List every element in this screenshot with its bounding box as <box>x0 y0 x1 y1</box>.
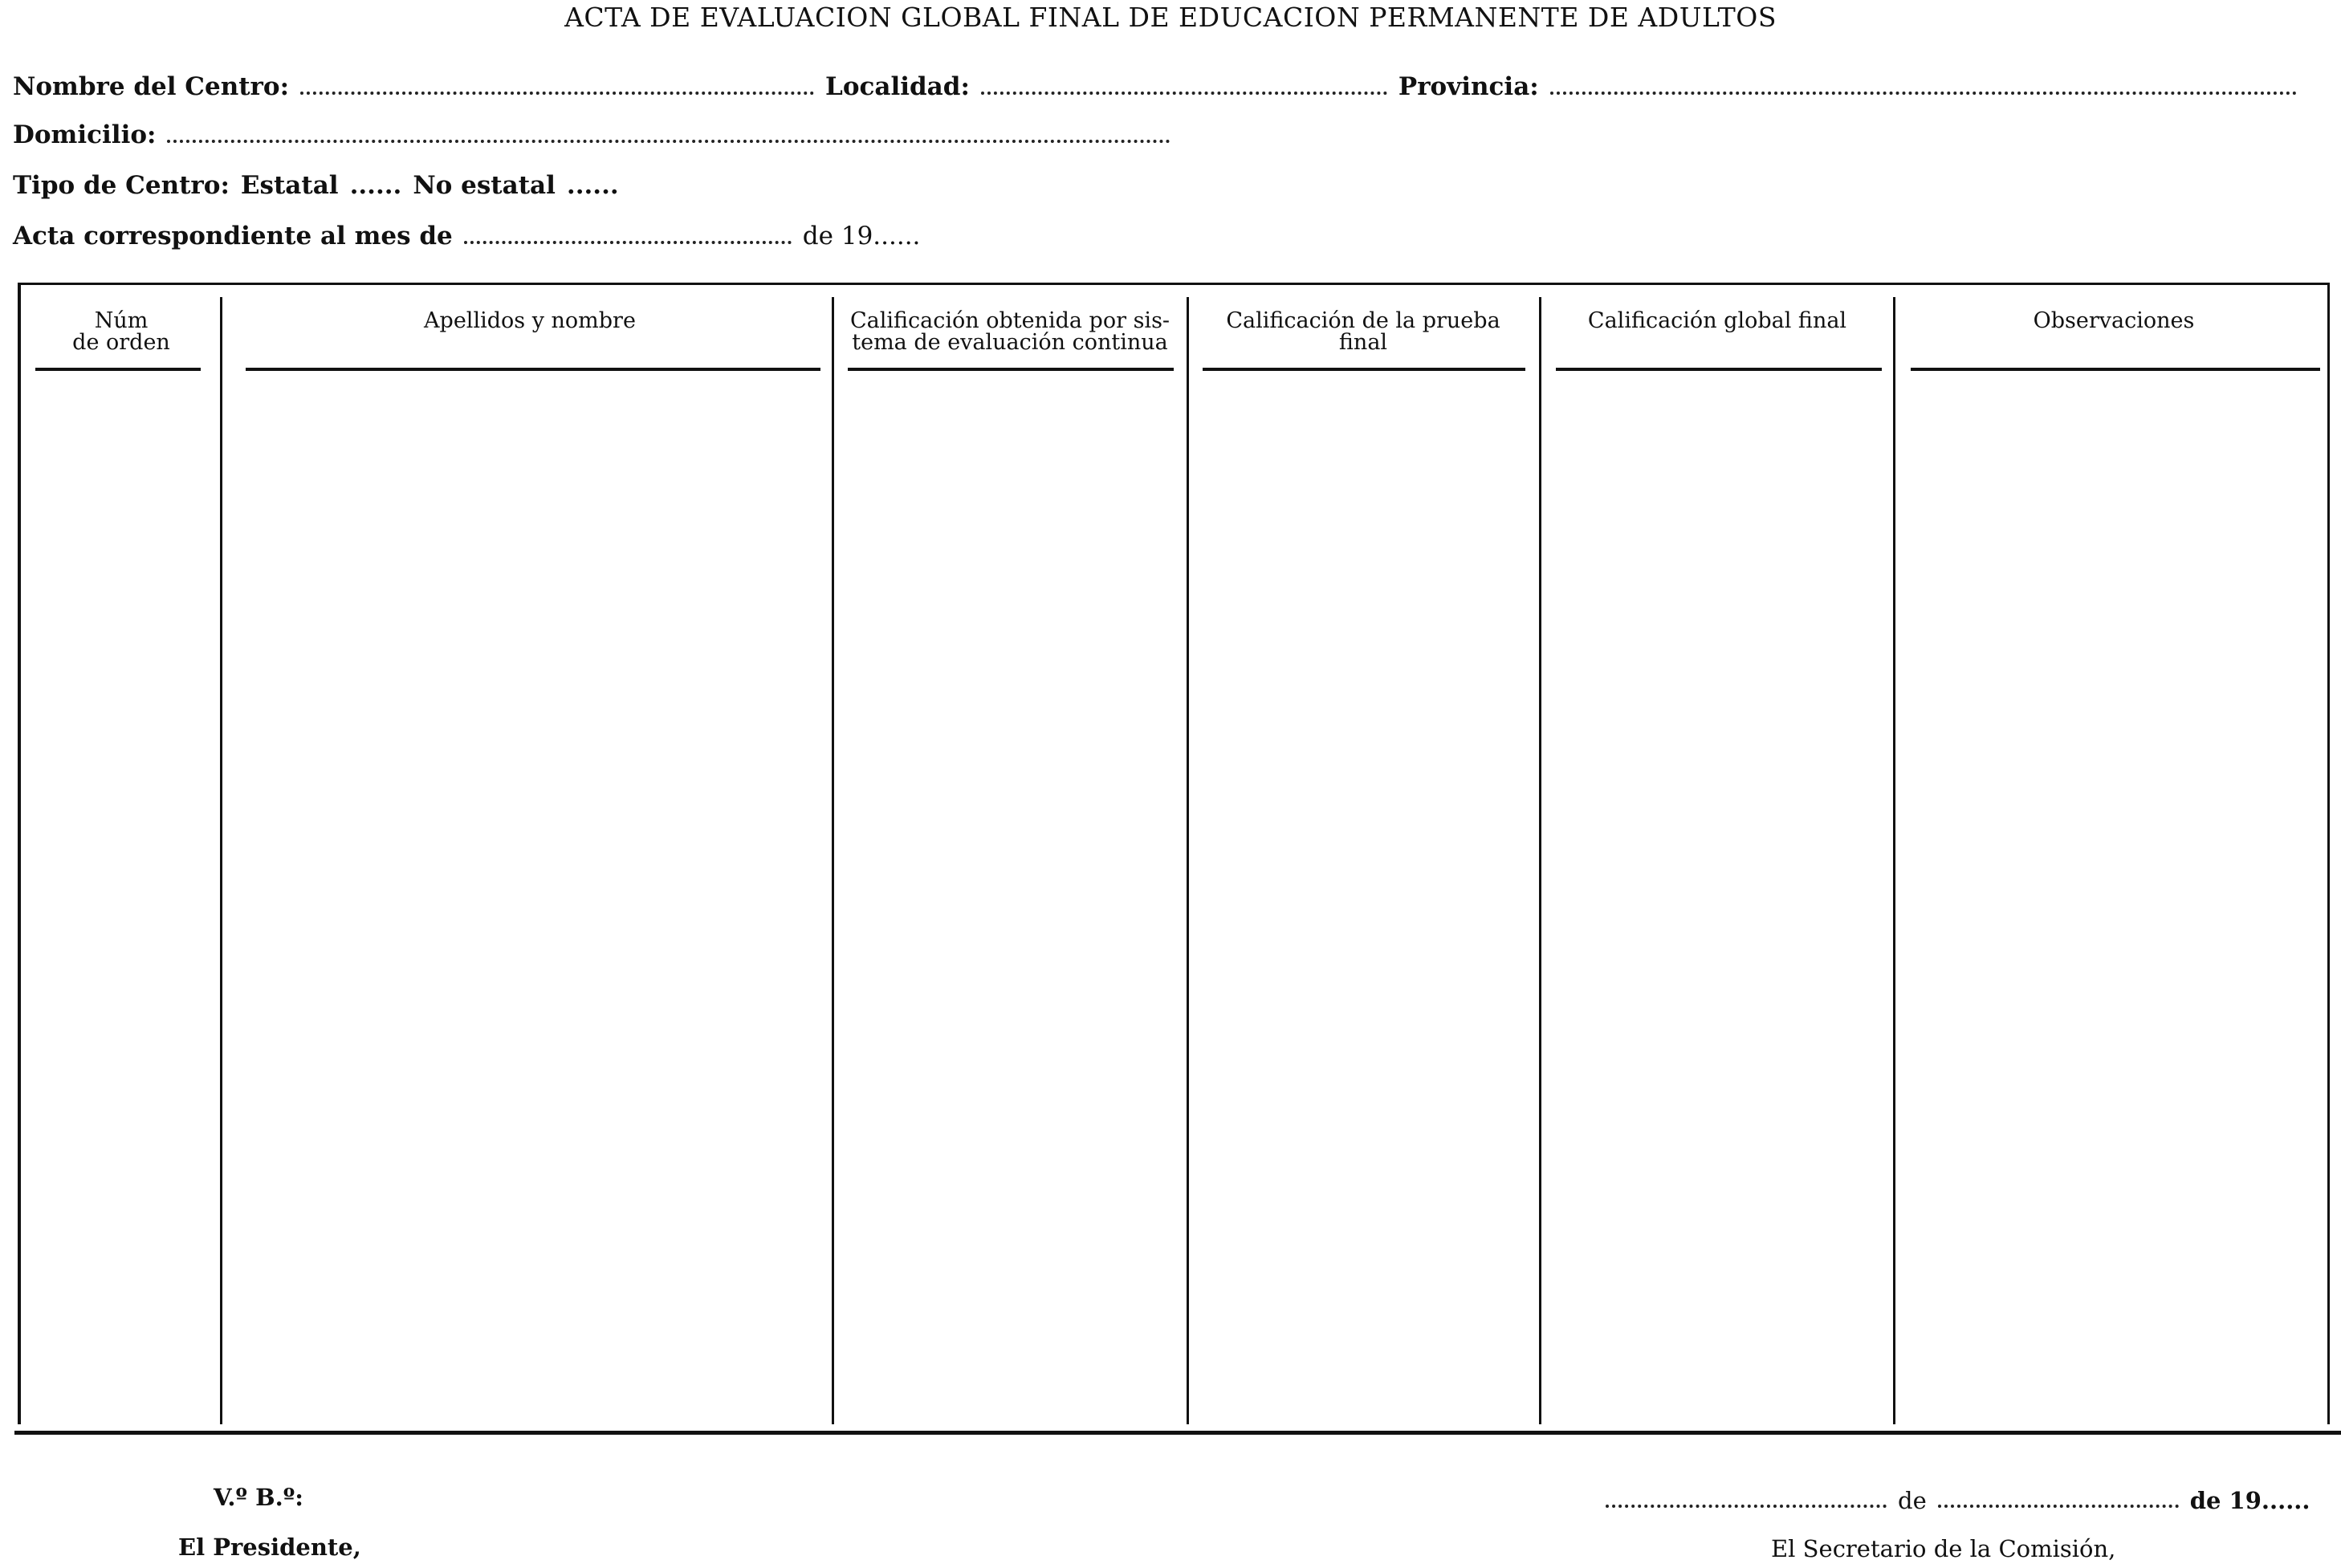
label-localidad: Localidad: <box>825 72 970 101</box>
vb-label: V.º B.º: <box>214 1484 303 1511</box>
input-fecha-lugar[interactable] <box>1606 1505 1887 1508</box>
presidente-label: El Presidente, <box>178 1533 361 1561</box>
header-rule <box>1203 368 1525 371</box>
input-acta-mes[interactable] <box>464 241 792 244</box>
column-header-observaciones: Observaciones <box>2033 308 2195 333</box>
input-estatal[interactable]: ...... <box>349 171 402 200</box>
header-rule <box>35 368 201 371</box>
label-fecha-de: de <box>1898 1487 1927 1514</box>
field-row-tipo-centro <box>13 168 619 200</box>
field-row-acta-mes <box>13 218 920 250</box>
column-separator <box>1893 297 1895 1424</box>
label-estatal: Estatal <box>240 171 339 200</box>
column-header-global-final: Calificación global final <box>1587 308 1847 333</box>
input-no-estatal[interactable]: ...... <box>566 171 619 200</box>
field-row-centro <box>13 69 2308 101</box>
input-localidad[interactable] <box>981 92 1387 95</box>
column-separator <box>220 297 222 1424</box>
label-domicilio: Domicilio: <box>13 120 157 149</box>
header-rule <box>246 368 820 371</box>
column-separator <box>1539 297 1541 1424</box>
label-fecha-anio[interactable]: de 19...... <box>2189 1487 2310 1514</box>
fecha-firma <box>1606 1487 2310 1514</box>
input-domicilio[interactable] <box>167 140 1170 143</box>
column-header-prueba-final: Calificación de la prueba final <box>1226 308 1500 355</box>
label-acta-mes: Acta correspondiente al mes de <box>13 222 453 250</box>
field-row-domicilio <box>13 117 1182 149</box>
secretario-label: El Secretario de la Comisión, <box>1771 1535 2116 1562</box>
column-header-apellidos-nombre: Apellidos y nombre <box>424 308 636 333</box>
input-fecha-mes[interactable] <box>1938 1505 2179 1508</box>
document-title: ACTA DE EVALUACION GLOBAL FINAL DE EDUCACION PERMANENTE DE ADULTOS <box>564 2 1777 33</box>
label-provincia: Provincia: <box>1398 72 1539 101</box>
column-separator <box>832 297 834 1424</box>
header-rule <box>1911 368 2320 371</box>
label-no-estatal: No estatal <box>413 171 556 200</box>
header-rule <box>848 368 1174 371</box>
column-header-evaluacion-continua: Calificación obtenida por sis- tema de evaluación continua <box>849 308 1170 355</box>
input-provincia[interactable] <box>1550 92 2297 95</box>
column-separator <box>1187 297 1189 1424</box>
label-tipo-centro: Tipo de Centro: <box>13 171 230 200</box>
column-header-num-orden: Núm de orden <box>72 308 170 355</box>
header-rule <box>1556 368 1882 371</box>
input-nombre-centro[interactable] <box>300 92 814 95</box>
label-nombre-centro: Nombre del Centro: <box>13 72 290 101</box>
label-acta-anio[interactable]: de 19...... <box>802 222 921 250</box>
table-bottom-rule <box>14 1431 2341 1435</box>
evaluation-table <box>18 283 2330 1424</box>
